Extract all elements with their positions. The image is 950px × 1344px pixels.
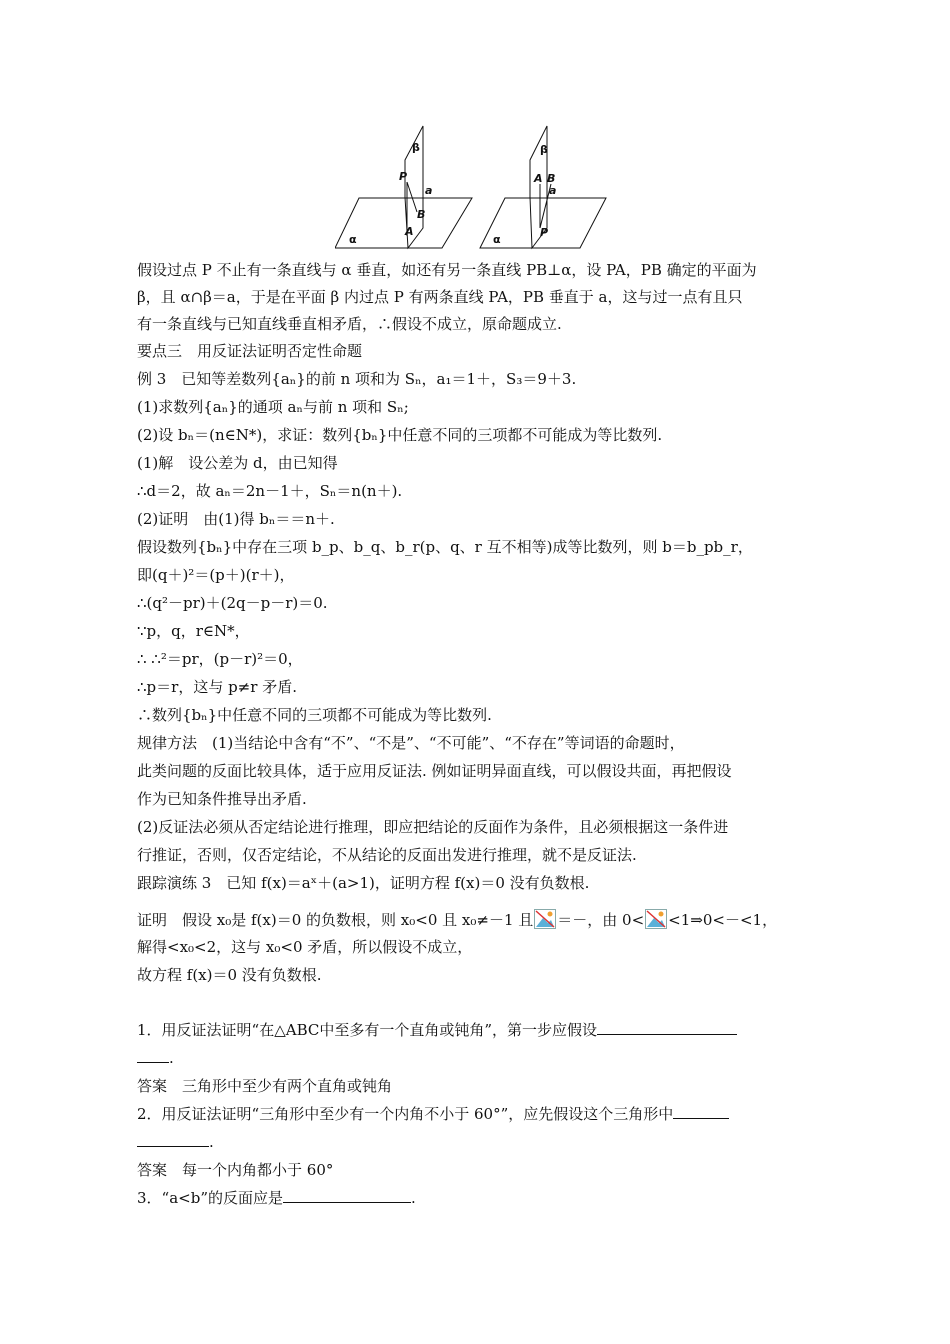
exercise-1-text: 1．用反证法证明“在△ABC中至多有一个直角或钝角”，第一步应假设	[137, 1021, 598, 1039]
text-line: (2)反证法必须从否定结论进行推理，即应把结论的反面作为条件，且必须根据这一条件进	[137, 818, 729, 836]
answer-2: 答案 每一个内角都小于 60°	[137, 1161, 334, 1179]
proof-text-3: <1⇒0<－<1，	[668, 911, 778, 929]
text-line: 行推证，否则，仅否定结论，不从结论的反面出发进行推理，就不是反证法.	[137, 846, 637, 864]
text-line: 假设数列{bₙ}中存在三项 b_p、b_q、b_r(p、q、r 互不相等)成等比数列，则 b＝b_pb_r，	[137, 538, 753, 556]
proof-line	[137, 909, 817, 930]
section-heading: 要点三 用反证法证明否定性命题	[137, 342, 363, 360]
text-line: 假设过点 P 不止有一条直线与 α 垂直，如还有另一条直线 PB⊥α，设 PA，PB 确定的平面为	[137, 261, 757, 279]
left-label-beta: β	[412, 141, 420, 154]
text-line: ∴ ∴²＝pr，(p－r)²＝0，	[137, 650, 303, 668]
proof-text-1: 证明 假设 x₀是 f(x)＝0 的负数根，则 x₀<0 且 x₀≠－1 且	[137, 911, 534, 929]
text-line: 此类问题的反面比较具体，适于应用反证法. 例如证明异面直线，可以假设共面，再把假设	[137, 762, 732, 780]
broken-image-icon	[534, 909, 556, 929]
practice-statement: 跟踪演练 3 已知 f(x)＝aˣ＋(a>1)，证明方程 f(x)＝0 没有负数根.	[137, 874, 590, 892]
text-line: ∴p＝r，这与 p≠r 矛盾.	[137, 678, 297, 696]
exercise-3	[137, 1188, 817, 1208]
text-line: ∴(q²－pr)＋(2q－p－r)＝0.	[137, 594, 328, 612]
left-line-PB	[407, 182, 417, 212]
text-line: (2)设 bₙ＝(n∈N*)，求证：数列{bₙ}中任意不同的三项都不可能成为等比数列.	[137, 426, 663, 444]
plane-diagrams	[335, 118, 625, 250]
left-plane-figure	[335, 126, 472, 248]
exercise-2	[137, 1104, 817, 1124]
exercise-3-text: 3．“a<b”的反面应是	[137, 1189, 283, 1207]
text-line: β，且 α∩β＝a，于是在平面 β 内过点 P 有两条直线 PA，PB 垂直于 a，这与过一点有且只	[137, 288, 743, 306]
proof-text-2: ＝－，由 0<	[557, 911, 645, 929]
answer-blank	[283, 1188, 411, 1203]
left-label-B: B	[417, 208, 426, 221]
broken-image-icon	[645, 909, 667, 929]
text-line: 即(q＋)²＝(p＋)(r＋)，	[137, 566, 295, 584]
text-line: (1)解 设公差为 d，由已知得	[137, 454, 338, 472]
right-label-A: A	[534, 172, 543, 185]
right-label-alpha: α	[493, 233, 501, 246]
answer-1: 答案 三角形中至少有两个直角或钝角	[137, 1077, 393, 1095]
exercise-1-end: .	[169, 1049, 174, 1067]
text-line: 有一条直线与已知直线垂直相矛盾，∴假设不成立，原命题成立.	[137, 315, 562, 333]
exercise-1-continued	[137, 1048, 817, 1068]
text-line: (2)证明 由(1)得 bₙ＝＝n＋.	[137, 510, 335, 528]
right-label-a: a	[549, 184, 557, 197]
text-line: (1)求数列{aₙ}的通项 aₙ与前 n 项和 Sₙ;	[137, 398, 409, 416]
text-line: ∴数列{bₙ}中任意不同的三项都不可能成为等比数列.	[137, 706, 492, 724]
left-label-alpha: α	[349, 233, 357, 246]
method-summary: 规律方法 (1)当结论中含有“不”、“不是”、“不可能”、“不存在”等词语的命题时，	[137, 734, 685, 752]
right-label-B: B	[547, 172, 556, 185]
answer-blank	[597, 1020, 737, 1035]
exercise-2-continued	[137, 1132, 817, 1152]
proof-line: 故方程 f(x)＝0 没有负数根.	[137, 966, 322, 984]
text-line: 作为已知条件推导出矛盾.	[137, 790, 307, 808]
proof-line: 解得<x₀<2，这与 x₀<0 矛盾，所以假设不成立，	[137, 938, 473, 956]
right-label-P: P	[540, 226, 549, 239]
right-label-beta: β	[540, 143, 548, 156]
left-label-a: a	[425, 184, 433, 197]
text-line: ∵p，q，r∈N*，	[137, 622, 250, 640]
exercise-1	[137, 1020, 817, 1040]
answer-blank	[137, 1048, 169, 1063]
left-label-A: A	[405, 225, 414, 238]
left-label-P: P	[399, 170, 408, 183]
answer-blank	[673, 1104, 729, 1119]
exercise-2-end: .	[209, 1133, 214, 1151]
answer-blank	[137, 1132, 209, 1147]
example-statement: 例 3 已知等差数列{aₙ}的前 n 项和为 Sₙ，a₁＝1＋，S₃＝9＋3.	[137, 370, 577, 388]
exercise-3-end: .	[411, 1189, 416, 1207]
text-line: ∴d＝2，故 aₙ＝2n－1＋，Sₙ＝n(n＋).	[137, 482, 403, 500]
exercise-2-text: 2．用反证法证明“三角形中至少有一个内角不小于 60°”，应先假设这个三角形中	[137, 1105, 674, 1123]
